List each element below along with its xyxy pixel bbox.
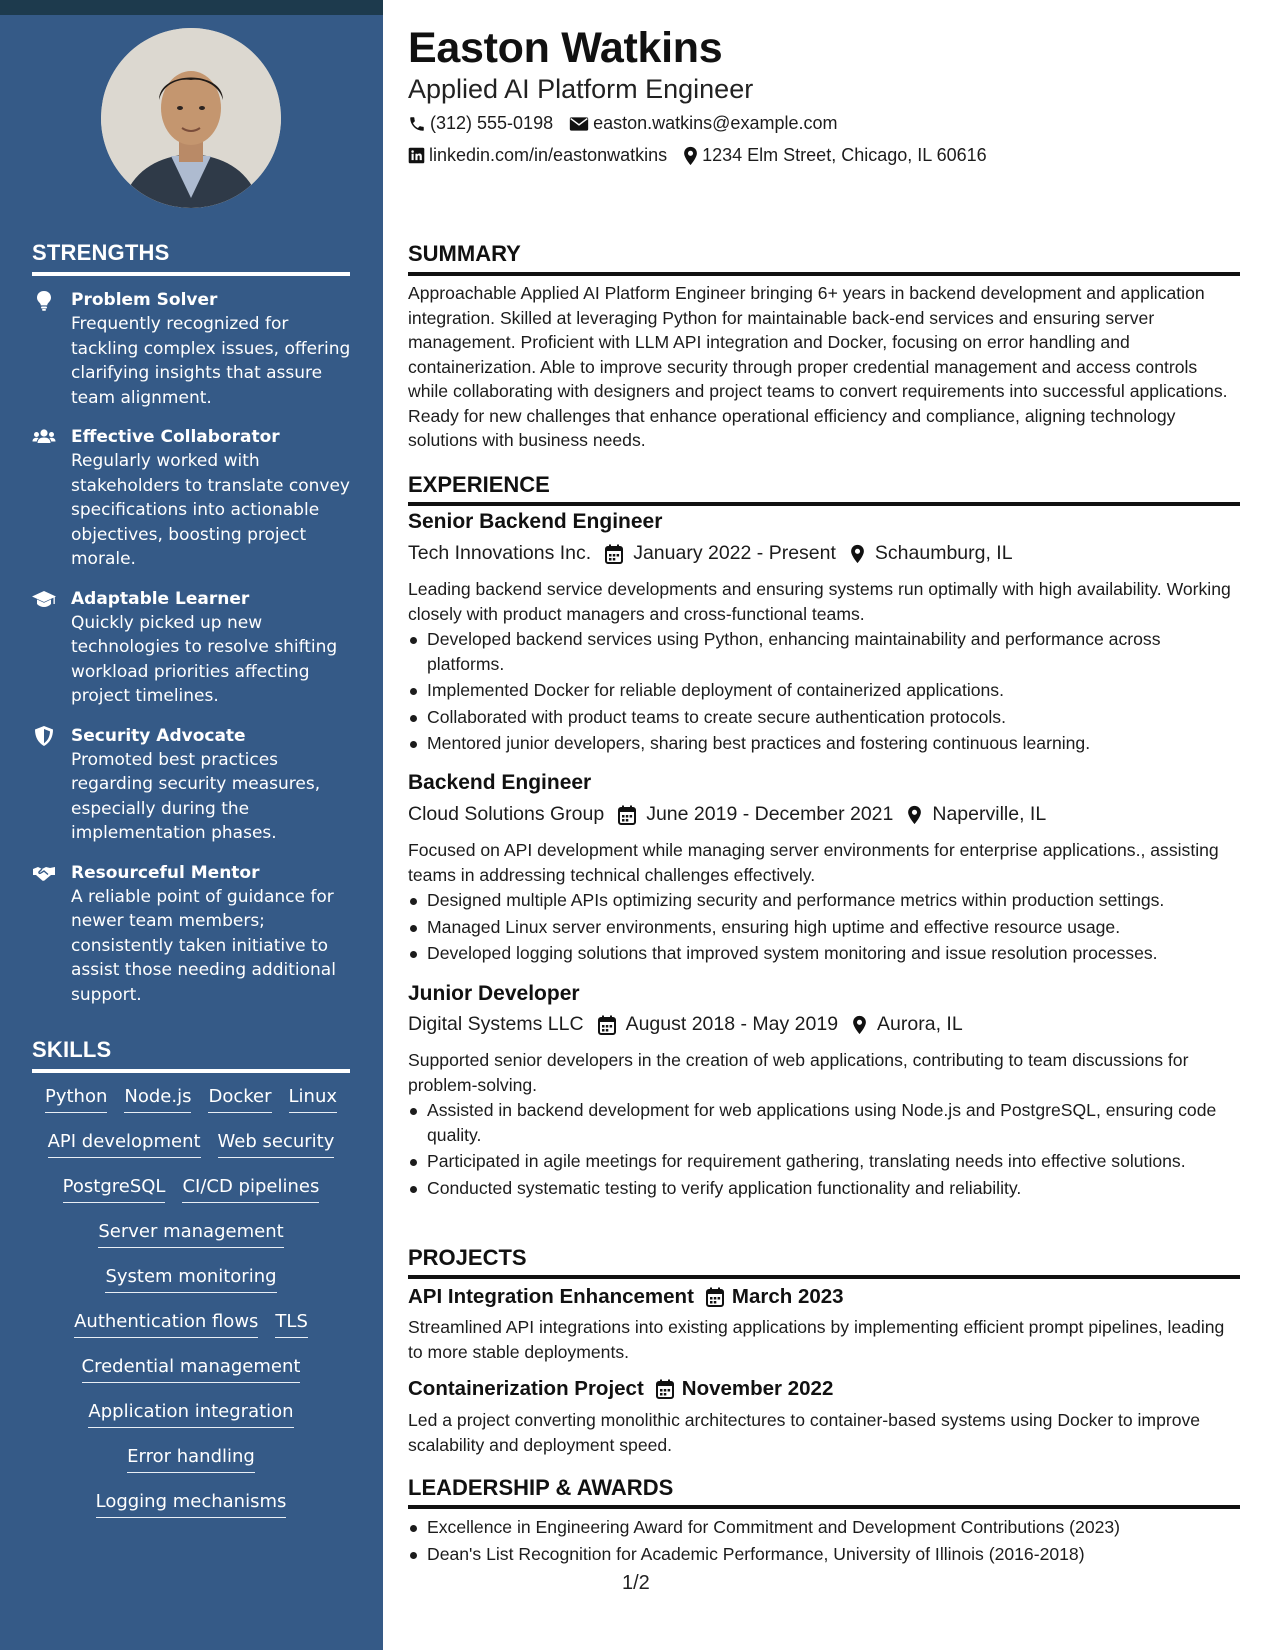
job-company: Digital Systems LLC: [408, 1013, 584, 1035]
bullet-item: Assisted in backend development for web applications using Node.js and PostgreSQL, ensuring code quality.: [408, 1098, 1240, 1147]
skills-row: [32, 1220, 350, 1265]
job-meta: [408, 803, 1060, 826]
summary-rule: [408, 272, 1240, 276]
bullet-item: Conducted systematic testing to verify application functionality and reliability.: [408, 1176, 1240, 1201]
shield-icon: [32, 725, 56, 747]
strength-title: Resourceful Mentor: [71, 862, 260, 883]
job-title: Senior Backend Engineer: [408, 510, 663, 533]
skills-row: [32, 1445, 350, 1490]
linkedin-text: linkedin.com/in/eastonwatkins: [429, 145, 668, 165]
project-description: Led a project converting monolithic architectures to container-based systems using Docker to improve scalability and deployment speed.: [408, 1410, 1201, 1455]
phone-text: (312) 555-0198: [430, 113, 554, 133]
project-description: Streamlined API integrations into existing applications by implementing efficient prompt pipelines, leading to more stable deployments.: [408, 1317, 1225, 1362]
linkedin-icon: [408, 147, 425, 164]
project-date: November 2022: [681, 1377, 834, 1400]
skill-tag: Server management: [98, 1220, 283, 1248]
skill-tag: Logging mechanisms: [96, 1490, 287, 1518]
job-dates-text: June 2019 - December 2021: [646, 803, 894, 825]
skill-tag: Application integration: [88, 1400, 293, 1428]
page-number: 1/2: [622, 1572, 650, 1594]
awards-rule: [408, 1505, 1240, 1509]
strength-title: Security Advocate: [71, 725, 246, 746]
strengths-list: [32, 288, 352, 1022]
award-item: Dean's List Recognition for Academic Performance, University of Illinois (2016-2018): [408, 1542, 1240, 1567]
skill-tag: Docker: [208, 1085, 271, 1113]
address-text: 1234 Elm Street, Chicago, IL 60616: [702, 145, 987, 165]
project-title-row: [408, 1285, 844, 1309]
job-dates: [605, 542, 836, 565]
job-description: Focused on API development while managing server environments for enterprise applications., assisting teams in addressing technical challenges effectively.: [408, 840, 1219, 885]
job-bullets: [408, 888, 1240, 968]
skill-tag: PostgreSQL: [63, 1175, 166, 1203]
award-item: Excellence in Engineering Award for Commitment and Development Contributions (2023): [408, 1515, 1240, 1540]
skill-tag: Authentication flows: [74, 1310, 258, 1338]
skills-list: [32, 1085, 350, 1535]
skills-row: [32, 1490, 350, 1535]
job-location: [907, 803, 1046, 826]
map-pin-icon: [683, 146, 698, 166]
contact-address: [683, 145, 987, 166]
skills-row: [32, 1400, 350, 1445]
job-dates: [598, 1013, 838, 1036]
phone-icon: [408, 115, 426, 133]
strength-item: [32, 724, 352, 846]
strength-item: [32, 587, 352, 709]
job-title: Junior Developer: [408, 982, 580, 1005]
bullet-item: Managed Linux server environments, ensuring high uptime and effective resource usage.: [408, 915, 1240, 940]
bullet-item: Developed backend services using Python, enhancing maintainability and performance across platforms.: [408, 627, 1240, 676]
strength-title: Adaptable Learner: [71, 588, 250, 609]
bullet-item: Mentored junior developers, sharing best practices and fostering continuous learning.: [408, 731, 1240, 756]
skill-tag: API development: [48, 1130, 201, 1158]
job-location-text: Naperville, IL: [932, 803, 1047, 825]
strengths-rule: [32, 272, 350, 276]
summary-text: Approachable Applied AI Platform Engineer bringing 6+ years in backend development and application integration. Skilled at leveraging Python for maintainable back-end services and ensuring server management. Proficient with LLM API integration and Docker, focusing on error handling and containerization. Able to improve security through proper credential management and access controls while collaborating with designers and project teams to convert requirements into successful applications. Ready for new challenges that enhance operational efficiency and compliance, aligning technology solutions with business needs.: [408, 283, 1228, 450]
calendar-icon: [618, 805, 636, 825]
skills-heading: SKILLS: [32, 1037, 112, 1062]
job-meta: [408, 1013, 977, 1036]
contact-linkedin[interactable]: [408, 145, 667, 166]
skill-tag: TLS: [275, 1310, 307, 1338]
candidate-name: Easton Watkins: [408, 24, 723, 72]
sidebar-top-bar: [0, 0, 383, 15]
project-date: March 2023: [731, 1285, 844, 1308]
strength-desc: Quickly picked up new technologies to resolve shifting workload priorities affecting project timelines.: [71, 612, 338, 706]
skill-tag: Node.js: [124, 1085, 191, 1113]
map-pin-icon: [850, 544, 865, 564]
graduation-cap-icon: [32, 588, 56, 610]
contact-phone[interactable]: [408, 113, 553, 134]
project-title: API Integration Enhancement: [408, 1285, 694, 1308]
job-dates-text: January 2022 - Present: [633, 542, 836, 564]
job-location: [852, 1013, 963, 1036]
handshake-icon: [32, 862, 56, 884]
strength-title: Problem Solver: [71, 290, 218, 310]
job-title: Backend Engineer: [408, 771, 592, 794]
project-title: Containerization Project: [408, 1377, 644, 1400]
strength-item: [32, 425, 352, 572]
strength-title: Effective Collaborator: [71, 427, 280, 447]
avatar-photo: [101, 28, 281, 208]
job-location-text: Aurora, IL: [877, 1013, 963, 1035]
projects-rule: [408, 1275, 1240, 1279]
skills-row: [32, 1265, 350, 1310]
map-pin-icon: [852, 1015, 867, 1035]
bullet-item: Collaborated with product teams to create secure authentication protocols.: [408, 705, 1240, 730]
skill-tag: CI/CD pipelines: [182, 1175, 319, 1203]
map-pin-icon: [907, 805, 922, 825]
job-meta: [408, 542, 1027, 565]
avatar: [101, 28, 281, 208]
contact-email[interactable]: [569, 113, 837, 134]
awards-heading: LEADERSHIP & AWARDS: [408, 1475, 674, 1500]
users-icon: [32, 426, 56, 448]
job-dates-text: August 2018 - May 2019: [625, 1013, 839, 1035]
project-title-row: [408, 1377, 833, 1401]
job-bullets: [408, 627, 1240, 758]
skill-tag: Linux: [289, 1085, 338, 1113]
skill-tag: Web security: [218, 1130, 335, 1158]
job-description: Leading backend service developments and ensuring systems run optimally with high availability. Working closely with product managers and cross-functional teams.: [408, 579, 1231, 624]
candidate-role: Applied AI Platform Engineer: [408, 74, 754, 104]
job-location-text: Schaumburg, IL: [874, 542, 1013, 564]
job-description: Supported senior developers in the creation of web applications, contributing to team discussions for problem-solving.: [408, 1050, 1189, 1095]
strength-desc: Frequently recognized for tackling complex issues, offering clarifying insights that assure team alignment.: [71, 314, 351, 408]
skills-row: [32, 1310, 350, 1355]
skills-rule: [32, 1069, 350, 1073]
awards-list: [408, 1515, 1240, 1568]
contact-row: [408, 113, 853, 134]
skills-row: [32, 1355, 350, 1400]
email-text: easton.watkins@example.com: [593, 113, 838, 133]
job-bullets: [408, 1098, 1240, 1202]
strength-desc: Promoted best practices regarding security measures, especially during the implementation phases.: [71, 749, 321, 843]
strengths-heading: STRENGTHS: [32, 240, 170, 265]
bullet-item: Participated in agile meetings for requirement gathering, translating needs into effective solutions.: [408, 1149, 1240, 1174]
strength-item: [32, 861, 352, 1008]
job-dates: [618, 803, 893, 826]
calendar-icon: [656, 1379, 674, 1399]
envelope-icon: [569, 116, 589, 132]
skill-tag: System monitoring: [105, 1265, 276, 1293]
bullet-item: Implemented Docker for reliable deployment of containerized applications.: [408, 678, 1240, 703]
job-company: Cloud Solutions Group: [408, 803, 605, 825]
skills-row: [32, 1175, 350, 1220]
job-location: [850, 542, 1013, 565]
summary-heading: SUMMARY: [408, 241, 521, 266]
lightbulb-icon: [32, 289, 56, 311]
contact-row-2: [408, 145, 1003, 166]
skill-tag: Error handling: [127, 1445, 255, 1473]
strength-desc: A reliable point of guidance for newer team members; consistently taken initiative to assist those needing additional support.: [71, 886, 336, 1005]
sidebar: [0, 0, 383, 1650]
job-company: Tech Innovations Inc.: [408, 542, 592, 564]
strength-item: [32, 288, 352, 410]
calendar-icon: [598, 1015, 616, 1035]
experience-rule: [408, 502, 1240, 506]
skill-tag: Credential management: [82, 1355, 301, 1383]
calendar-icon: [706, 1287, 724, 1307]
skills-row: [32, 1085, 350, 1130]
experience-heading: EXPERIENCE: [408, 472, 550, 497]
calendar-icon: [605, 544, 623, 564]
bullet-item: Designed multiple APIs optimizing security and performance metrics within production settings.: [408, 888, 1240, 913]
skill-tag: Python: [45, 1085, 107, 1113]
bullet-item: Developed logging solutions that improved system monitoring and issue resolution processes.: [408, 941, 1240, 966]
strength-desc: Regularly worked with stakeholders to translate convey specifications into actionable objectives, boosting project morale.: [71, 451, 350, 569]
skills-row: [32, 1130, 350, 1175]
projects-heading: PROJECTS: [408, 1245, 527, 1270]
